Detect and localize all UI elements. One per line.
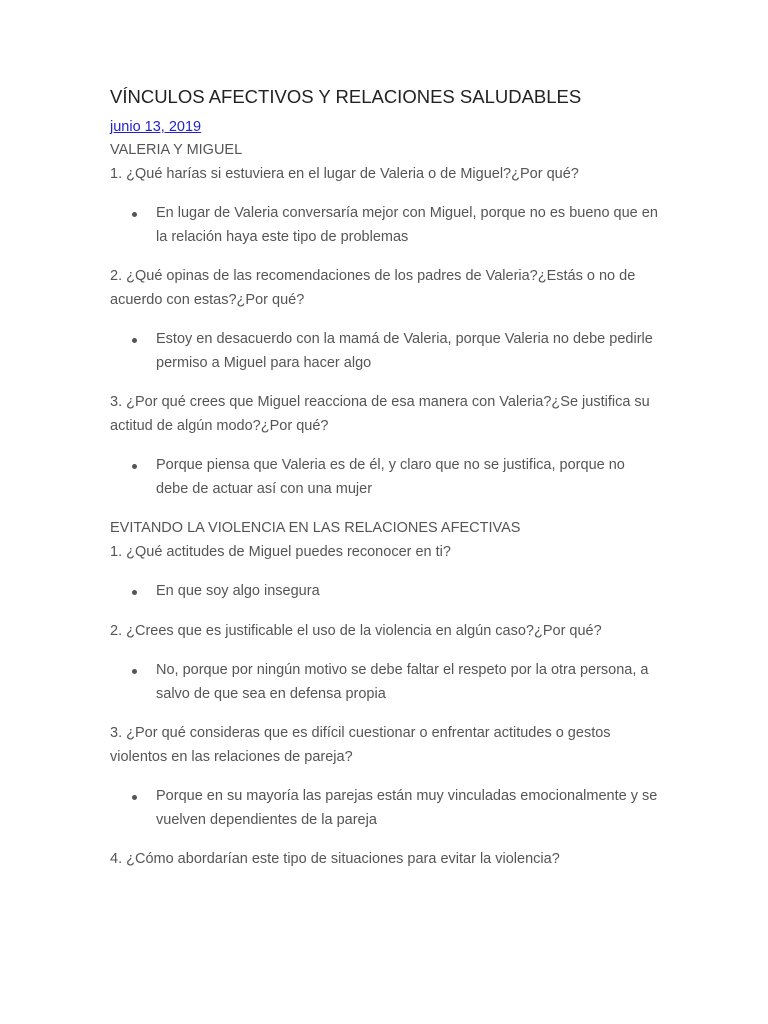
post-date-link[interactable]: junio 13, 2019 [110, 119, 202, 135]
answer-item [156, 785, 660, 832]
question-4: 1. ¿Qué actitudes de Miguel puedes reconocer en ti? [110, 543, 451, 560]
question-1: 1. ¿Qué harías si estuviera en el lugar de Valeria o de Miguel?¿Por qué? [110, 165, 579, 182]
answer-text: En lugar de Valeria conversaría mejor con Miguel, porque no es bueno que en la relación haya este tipo de problemas [156, 205, 658, 245]
answer-item [156, 659, 660, 706]
answer-text: Porque en su mayoría las parejas están muy vinculadas emocionalmente y se vuelven dependientes de la pareja [156, 788, 658, 828]
bullet-icon [132, 338, 137, 343]
answer-list-6 [110, 785, 660, 832]
section-heading-valeria-miguel: VALERIA Y MIGUEL [110, 142, 243, 158]
post-content [110, 84, 660, 888]
answer-text: No, porque por ningún motivo se debe faltar el respeto por la otra persona, a salvo de que sea en defensa propia [156, 662, 649, 702]
bullet-icon [132, 464, 137, 469]
answer-list-3 [110, 454, 660, 501]
question-6: 3. ¿Por qué consideras que es difícil cuestionar o enfrentar actitudes o gestos violentos en las relaciones de pareja? [110, 725, 611, 765]
bullet-icon [132, 669, 137, 674]
post-title: VÍNCULOS AFECTIVOS Y RELACIONES SALUDABLES [110, 86, 582, 107]
answer-list-5 [110, 659, 660, 706]
section-heading-evitando-violencia: EVITANDO LA VIOLENCIA EN LAS RELACIONES AFECTIVAS [110, 520, 521, 536]
answer-item [156, 202, 660, 249]
question-2: 2. ¿Qué opinas de las recomendaciones de los padres de Valeria?¿Estás o no de acuerdo con estas?¿Por qué? [110, 268, 636, 308]
answer-item [156, 580, 660, 604]
answer-text: Porque piensa que Valeria es de él, y claro que no se justifica, porque no debe de actuar así con una mujer [156, 457, 625, 497]
answer-text: En que soy algo insegura [156, 583, 320, 599]
answer-list-2 [110, 328, 660, 375]
answer-list-4 [110, 580, 660, 604]
answer-item [156, 454, 660, 501]
bullet-icon [132, 212, 137, 217]
answer-list-1 [110, 202, 660, 249]
question-5: 2. ¿Crees que es justificable el uso de la violencia en algún caso?¿Por qué? [110, 622, 602, 639]
answer-item [156, 328, 660, 375]
bullet-icon [132, 590, 137, 595]
answer-text: Estoy en desacuerdo con la mamá de Valeria, porque Valeria no debe pedirle permiso a Miguel para hacer algo [156, 331, 653, 371]
question-7: 4. ¿Cómo abordarían este tipo de situaciones para evitar la violencia? [110, 851, 560, 867]
question-3: 3. ¿Por qué crees que Miguel reacciona de esa manera con Valeria?¿Se justifica su actitud de algún modo?¿Por qué? [110, 394, 650, 434]
bullet-icon [132, 795, 137, 800]
